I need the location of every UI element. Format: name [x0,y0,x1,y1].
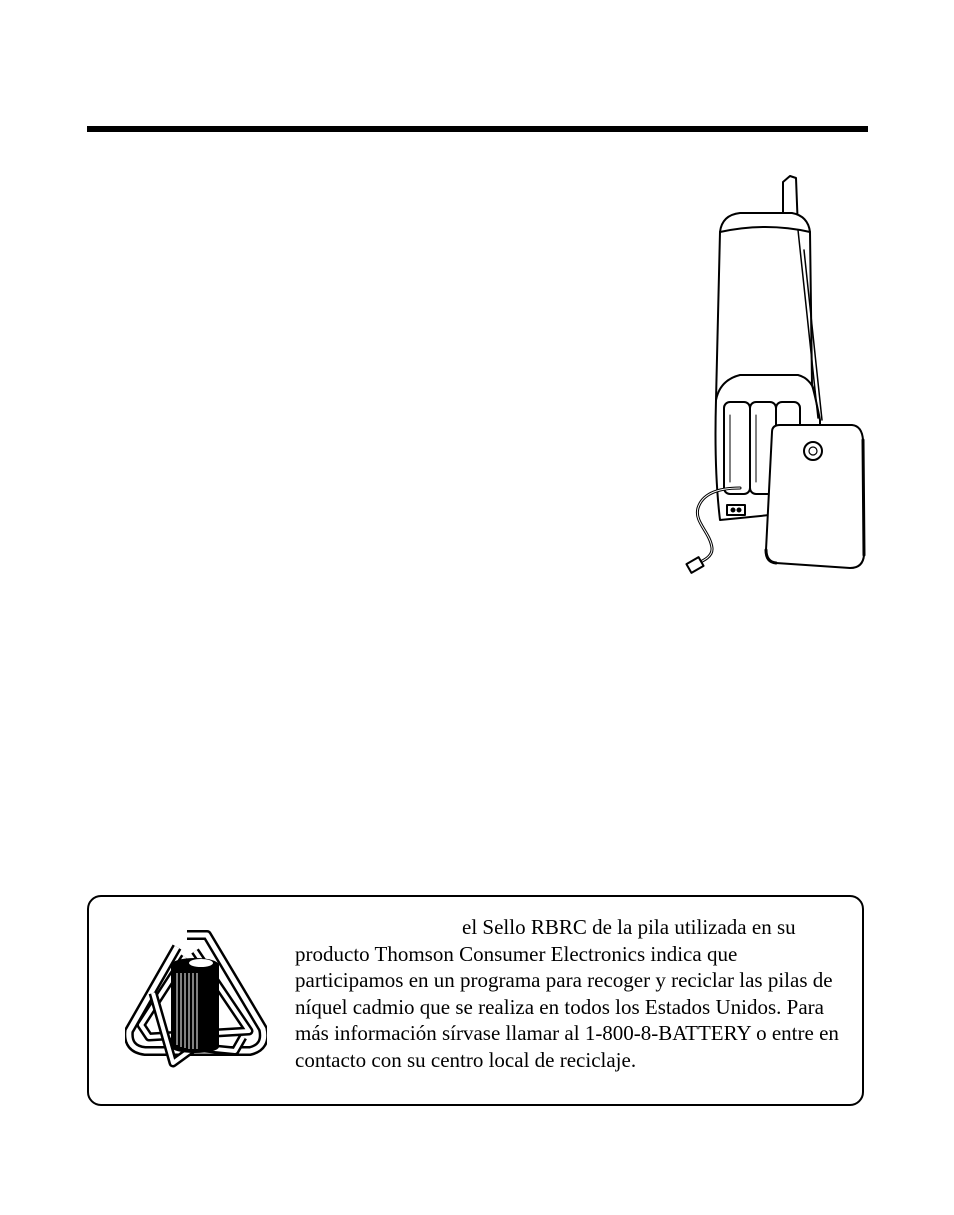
header-rule [87,126,868,132]
rbrc-notice-text: el Sello RBRC de la pila utilizada en su producto Thomson Consumer Electronics indica que participamos en un programa para recoger y reciclar las pilas de níquel cadmio que se realiza en todos los Estados Unidos. Para más información sírvase llamar al 1-800-8-BATTERY o entre en contacto con su centro local de reciclaje. [295,915,839,1072]
rbrc-seal-icon [125,927,267,1069]
handset-battery-illustration [680,170,870,580]
rbrc-notice-box [87,895,864,1106]
